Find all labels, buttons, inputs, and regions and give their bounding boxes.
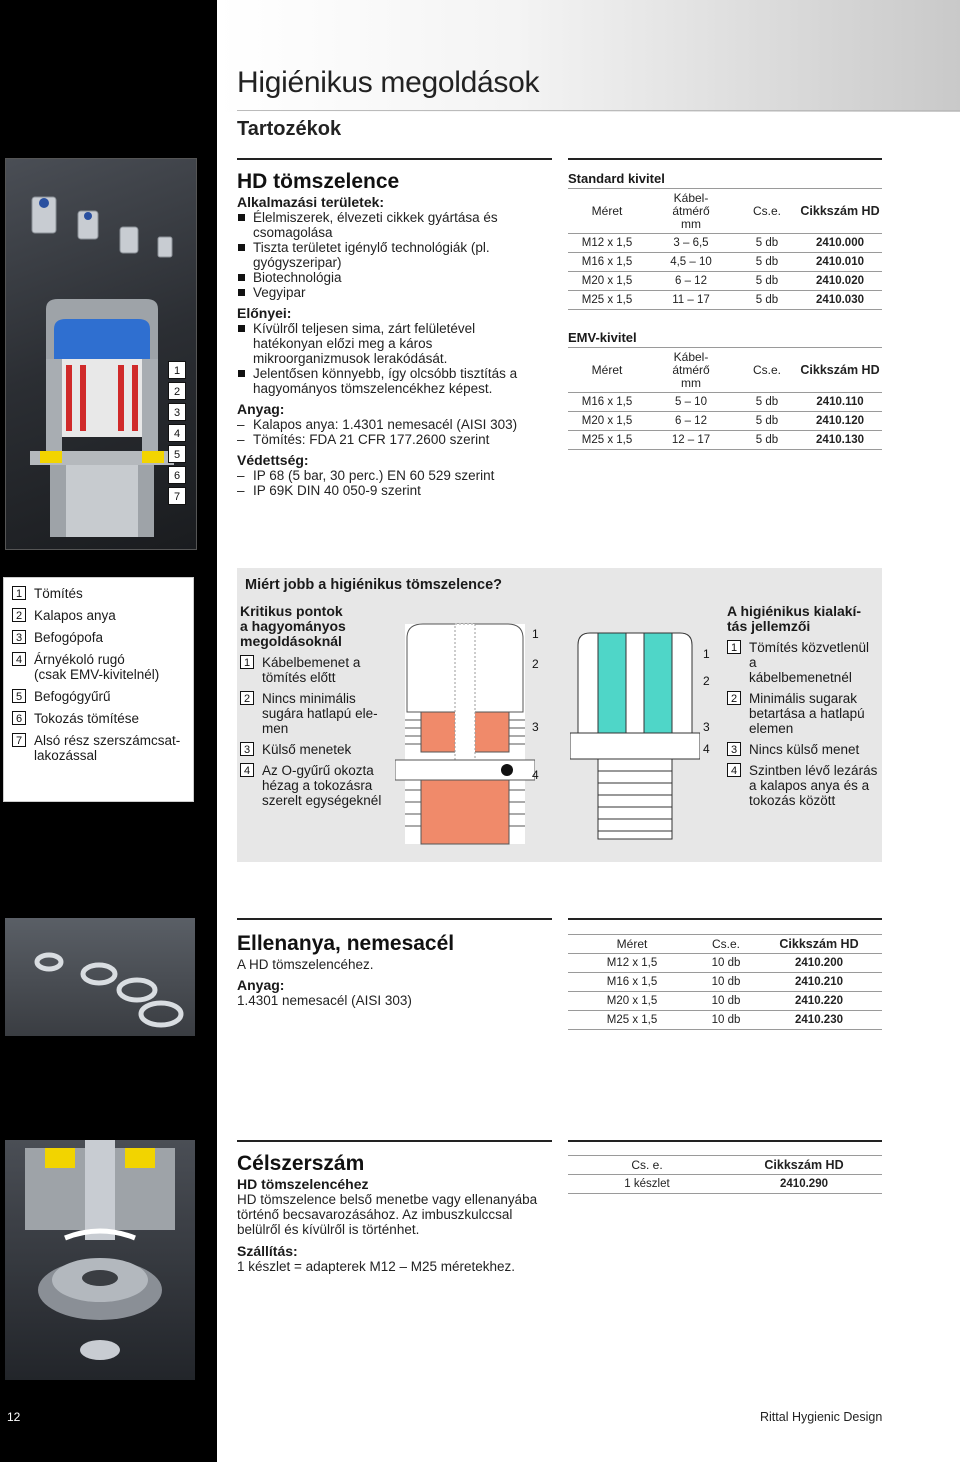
table-row	[568, 393, 882, 412]
material-label: Anyag:	[237, 401, 285, 417]
table-cell: 11 – 17	[646, 291, 736, 310]
legend-text: Tokozás tömítése	[34, 711, 140, 726]
material-item: – Kalapos anya: 1.4301 nemesacél (AISI 303)	[237, 417, 547, 432]
legend-item	[12, 652, 187, 682]
table-cell: 5 db	[736, 272, 798, 291]
table-cell: M12 x 1,5	[568, 234, 646, 253]
table-cell: 5 db	[736, 412, 798, 431]
photo-number: 2	[168, 382, 186, 400]
legend-text: Befogópofa	[34, 630, 104, 645]
section-rule	[568, 918, 882, 920]
locknut-material-label: Anyag:	[237, 977, 285, 993]
section-rule	[237, 918, 552, 920]
application-item: Vegyipar	[237, 285, 547, 300]
locknut-title: Ellenanya, nemesacél	[237, 932, 455, 955]
table-cell: 2410.220	[756, 992, 882, 1011]
legend-number: 3	[12, 630, 26, 644]
table-cell: 5 db	[736, 253, 798, 272]
table-cell: M20 x 1,5	[568, 412, 646, 431]
table-cell: M16 x 1,5	[568, 393, 646, 412]
traditional-title: Kritikus pontok a hagyományos megoldásoknál	[240, 603, 346, 649]
table-cell: 10 db	[696, 992, 756, 1011]
table-cell: 5 db	[736, 234, 798, 253]
table-row	[568, 291, 882, 310]
tool-illustration	[5, 1140, 195, 1380]
table-cell: 2410.030	[798, 291, 882, 310]
table-cell: 1 készlet	[568, 1175, 726, 1194]
locknut-material: 1.4301 nemesacél (AISI 303)	[237, 993, 412, 1008]
table-cell: 5 db	[736, 431, 798, 450]
tool-title: Célszerszám	[237, 1152, 365, 1175]
item-number: 2	[727, 691, 741, 705]
item-text: Nincs külső menet	[749, 742, 860, 757]
callout-number: 4	[703, 742, 710, 756]
traditional-gland-svg	[395, 620, 535, 848]
item-text: Külső menetek	[262, 742, 352, 757]
legend-text: Kalapos anya	[34, 608, 116, 623]
locknut-photo	[5, 918, 195, 1036]
table-cell: 2410.210	[756, 973, 882, 992]
item-text: Minimális sugarak betartása a hatlapú elemen	[749, 691, 865, 736]
table-row	[568, 1011, 882, 1030]
item-number: 3	[727, 742, 741, 756]
legend-text: Tömítés	[34, 586, 83, 601]
table-row	[568, 992, 882, 1011]
traditional-item	[240, 742, 390, 757]
item-text: Az O-gyűrű okozta hézag a tokozásra szerelt egységeknél	[262, 763, 382, 808]
table-cell: M20 x 1,5	[568, 272, 646, 291]
protection-label: Védettség:	[237, 452, 309, 468]
callout-number: 3	[532, 720, 539, 734]
advantages-label: Előnyei:	[237, 305, 292, 321]
column-header: Cs.e.	[736, 189, 798, 234]
tool-subtitle: HD tömszelencéhez	[237, 1176, 369, 1192]
locknuts-illustration	[5, 918, 195, 1036]
column-header: Méret	[568, 935, 696, 954]
emv-table	[568, 347, 882, 450]
legend-text: Árnyékoló rugó (csak EMV-kivitelnél)	[34, 652, 160, 682]
item-number: 1	[240, 655, 254, 669]
table-cell: M16 x 1,5	[568, 973, 696, 992]
item-text: Nincs minimális sugára hatlapú ele- men	[262, 691, 378, 736]
table-row	[568, 954, 882, 973]
table-row	[568, 973, 882, 992]
photo-number: 4	[168, 424, 186, 442]
table-cell: 12 – 17	[646, 431, 736, 450]
tool-photo	[5, 1140, 195, 1380]
callout-number: 2	[703, 674, 710, 688]
table-cell: 2410.110	[798, 393, 882, 412]
table-cell: 2410.020	[798, 272, 882, 291]
tool-table	[568, 1155, 882, 1194]
standard-table	[568, 188, 882, 310]
legend-box	[3, 577, 194, 802]
callout-number: 1	[532, 627, 539, 641]
legend-item	[12, 630, 187, 645]
callout-number: 4	[532, 768, 539, 782]
table-cell: M20 x 1,5	[568, 992, 696, 1011]
table-cell: 5 db	[736, 393, 798, 412]
legend-item	[12, 733, 187, 763]
callout-number: 1	[703, 647, 710, 661]
emv-table-label: EMV-kivitel	[568, 330, 637, 345]
photo-number: 5	[168, 445, 186, 463]
hd-gland-title: HD tömszelence	[237, 170, 400, 193]
table-cell: 2410.230	[756, 1011, 882, 1030]
legend-number: 5	[12, 689, 26, 703]
photo-number-column	[168, 361, 186, 508]
protection-item: – IP 68 (5 bar, 30 perc.) EN 60 529 szerint	[237, 468, 547, 483]
hygienic-item	[727, 763, 879, 808]
item-text: Tömítés közvetlenül a kábelbemenetnél	[749, 640, 870, 685]
table-cell: 2410.000	[798, 234, 882, 253]
column-header: Cikkszám HD	[726, 1156, 882, 1175]
delivery-text: 1 készlet = adapterek M12 – M25 méretekhez.	[237, 1259, 516, 1274]
table-cell: 10 db	[696, 1011, 756, 1030]
table-row	[568, 234, 882, 253]
column-header: Cs. e.	[568, 1156, 726, 1175]
legend-item	[12, 608, 187, 623]
legend-number: 2	[12, 608, 26, 622]
footer-brand: Rittal Hygienic Design	[760, 1410, 883, 1424]
table-cell: M25 x 1,5	[568, 1011, 696, 1030]
table-row	[568, 431, 882, 450]
protection-item: – IP 69K DIN 40 050-9 szerint	[237, 483, 547, 498]
table-cell: 2410.200	[756, 954, 882, 973]
legend-number: 6	[12, 711, 26, 725]
callout-number: 3	[703, 720, 710, 734]
column-header: Cikkszám HD	[798, 348, 882, 393]
table-cell: M25 x 1,5	[568, 431, 646, 450]
traditional-item	[240, 655, 390, 685]
column-header: Cikkszám HD	[756, 935, 882, 954]
table-cell: 6 – 12	[646, 272, 736, 291]
hygienic-gland-drawing	[570, 625, 700, 845]
table-cell: 4,5 – 10	[646, 253, 736, 272]
table-cell: 2410.120	[798, 412, 882, 431]
table-row	[568, 253, 882, 272]
hygienic-item	[727, 691, 879, 736]
applications-label: Alkalmazási területek:	[237, 194, 385, 210]
column-header: Kábel- átmérő mm	[646, 348, 736, 393]
column-header: Cikkszám HD	[798, 189, 882, 234]
hygienic-item	[727, 742, 879, 757]
item-number: 4	[240, 763, 254, 777]
table-cell: 2410.290	[726, 1175, 882, 1194]
delivery-label: Szállítás:	[237, 1243, 298, 1259]
legend-item	[12, 586, 187, 601]
column-header: Cs.e.	[696, 935, 756, 954]
section-rule	[568, 158, 882, 160]
item-text: Kábelbemenet a tömítés előtt	[262, 655, 361, 685]
application-item: Tiszta területet igénylő technológiák (pl. gyógyszeripar)	[237, 240, 547, 270]
traditional-item	[240, 763, 390, 808]
locknut-description: A HD tömszelencéhez.	[237, 957, 374, 972]
application-item: Élelmiszerek, élvezeti cikkek gyártása és csomagolása	[237, 210, 547, 240]
item-text: Szintben lévő lezárás a kalapos anya és a tokozás között	[749, 763, 878, 808]
legend-item	[12, 711, 187, 726]
comparison-title: Miért jobb a higiénikus tömszelence?	[245, 577, 503, 593]
hygienic-gland-svg	[570, 625, 700, 845]
table-cell: M25 x 1,5	[568, 291, 646, 310]
legend-text: Befogógyűrű	[34, 689, 111, 704]
legend-text: Alsó rész szerszámcsat- lakozással	[34, 733, 181, 763]
table-cell: 5 – 10	[646, 393, 736, 412]
callout-number: 2	[532, 657, 539, 671]
standard-table-label: Standard kivitel	[568, 171, 665, 186]
table-cell: 6 – 12	[646, 412, 736, 431]
column-header: Méret	[568, 189, 646, 234]
item-number: 2	[240, 691, 254, 705]
locknut-table	[568, 934, 882, 1030]
section-rule	[568, 1140, 882, 1142]
photo-number: 3	[168, 403, 186, 421]
legend-item	[12, 689, 187, 704]
page-number: 12	[7, 1410, 21, 1424]
table-cell: M12 x 1,5	[568, 954, 696, 973]
photo-number: 1	[168, 361, 186, 379]
item-number: 4	[727, 763, 741, 777]
photo-number: 6	[168, 466, 186, 484]
tool-description: HD tömszelence belső menetbe vagy ellenanyába történő becsavarozásához. Az imbuszkulccsal belülről és kívülről is történhet.	[237, 1192, 538, 1237]
table-cell: 3 – 6,5	[646, 234, 736, 253]
item-number: 3	[240, 742, 254, 756]
item-number: 1	[727, 640, 741, 654]
material-item: – Tömítés: FDA 21 CFR 177.2600 szerint	[237, 432, 547, 447]
hygienic-column	[727, 604, 879, 814]
table-cell: 5 db	[736, 291, 798, 310]
page-title: Higiénikus megoldások	[237, 66, 540, 99]
column-header: Méret	[568, 348, 646, 393]
section-rule	[237, 1140, 552, 1142]
section-rule	[237, 158, 552, 160]
advantage-item: Kívülről teljesen sima, zárt felületével hatékonyan előzi meg a káros mikroorganizmusok lerakódását.	[237, 321, 547, 366]
table-row	[568, 1175, 882, 1194]
table-row	[568, 412, 882, 431]
hd-gland-description	[237, 195, 547, 498]
advantage-item: Jelentősen könnyebb, így olcsóbb tisztítás a hagyományos tömszelencékhez képest.	[237, 366, 547, 396]
header-divider	[237, 110, 960, 111]
photo-number: 7	[168, 487, 186, 505]
table-cell: 10 db	[696, 973, 756, 992]
hygienic-title: A higiénikus kialakí- tás jellemzői	[727, 603, 862, 634]
legend-number: 1	[12, 586, 26, 600]
table-row	[568, 272, 882, 291]
hygienic-item	[727, 640, 879, 685]
column-header: Kábel- átmérő mm	[646, 189, 736, 234]
column-header: Cs.e.	[736, 348, 798, 393]
table-cell: 2410.010	[798, 253, 882, 272]
traditional-column	[240, 604, 390, 814]
table-cell: 2410.130	[798, 431, 882, 450]
page-subtitle: Tartozékok	[237, 118, 342, 140]
traditional-item	[240, 691, 390, 736]
application-item: Biotechnológia	[237, 270, 547, 285]
legend-number: 4	[12, 652, 26, 666]
table-cell: 10 db	[696, 954, 756, 973]
traditional-gland-drawing	[395, 620, 535, 848]
table-cell: M16 x 1,5	[568, 253, 646, 272]
legend-number: 7	[12, 733, 26, 747]
